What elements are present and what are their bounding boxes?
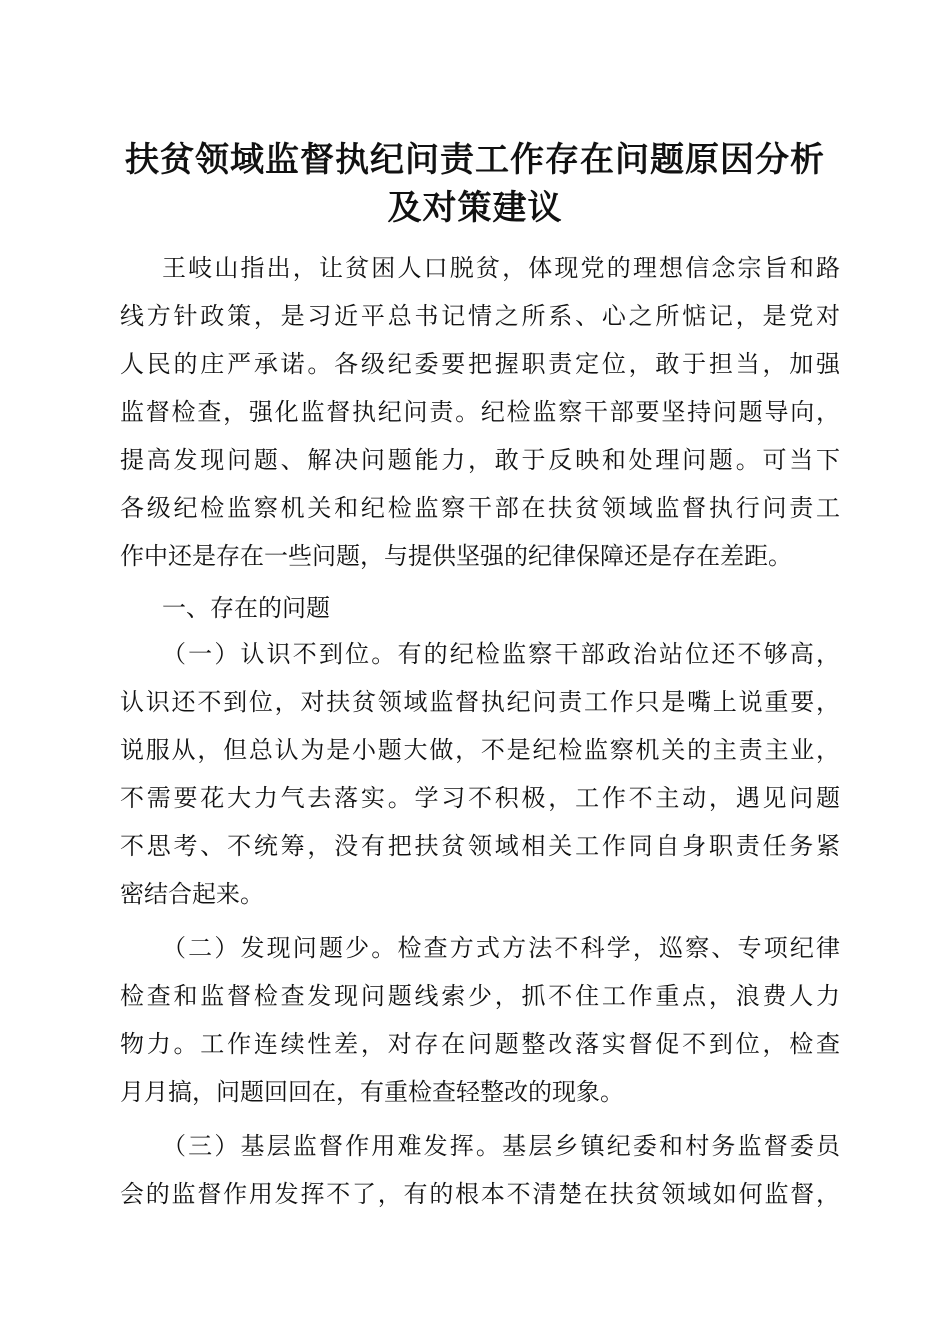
- document-title-line-1: 扶贫领域监督执纪问责工作存在问题原因分析: [125, 140, 825, 180]
- intro-line: 线方针政策，是习近平总书记情之所系、心之所惦记，是党对: [120, 302, 840, 330]
- item1-line: 说服从，但总认为是小题大做，不是纪检监察机关的主责主业，: [120, 736, 840, 764]
- intro-line: 监督检查，强化监督执纪问责。纪检监察干部要坚持问题导向，: [120, 398, 840, 426]
- item1-line: 不需要花大力气去落实。学习不积极，工作不主动，遇见问题: [120, 784, 840, 812]
- item3-label: （三）基层监督作用难发挥。: [162, 1132, 503, 1160]
- item3-line: 会的监督作用发挥不了，有的根本不清楚在扶贫领域如何监督，: [120, 1180, 840, 1208]
- item1-line: 不思考、不统筹，没有把扶贫领域相关工作同自身职责任务紧: [120, 832, 840, 860]
- item1-first-line-text: 有的纪检监察干部政治站位还不够高，: [397, 640, 841, 668]
- item1-line: 认识还不到位，对扶贫领域监督执纪问责工作只是嘴上说重要，: [120, 688, 840, 716]
- item3-first-line: [162, 1122, 840, 1170]
- intro-line: 人民的庄严承诺。各级纪委要把握职责定位，敢于担当，加强: [120, 350, 840, 378]
- section-heading: 一、存在的问题: [162, 594, 330, 622]
- item3-first-line-text: 基层乡镇纪委和村务监督委员: [502, 1132, 841, 1160]
- item2-first-line-text: 检查方式方法不科学，巡察、专项纪律: [397, 934, 841, 962]
- item2-line: 物力。工作连续性差，对存在问题整改落实督促不到位，检查: [120, 1030, 840, 1058]
- item2-line: 月月搞，问题回回在，有重检查轻整改的现象。: [120, 1078, 624, 1106]
- item1-first-line: [162, 630, 840, 678]
- intro-line: 各级纪检监察机关和纪检监察干部在扶贫领域监督执行问责工: [120, 494, 840, 522]
- document-title-line-2: 及对策建议: [387, 188, 563, 228]
- item1-line: 密结合起来。: [120, 880, 264, 908]
- intro-line: 提高发现问题、解决问题能力，敢于反映和处理问题。可当下: [120, 446, 840, 474]
- item2-label: （二）发现问题少。: [162, 934, 398, 962]
- intro-line: 作中还是存在一些问题，与提供坚强的纪律保障还是存在差距。: [120, 542, 792, 570]
- item2-line: 检查和监督检查发现问题线索少，抓不住工作重点，浪费人力: [120, 982, 840, 1010]
- item1-label: （一）认识不到位。: [162, 640, 398, 668]
- item2-first-line: [162, 924, 840, 972]
- intro-line: 王岐山指出，让贫困人口脱贫，体现党的理想信念宗旨和路: [162, 254, 840, 282]
